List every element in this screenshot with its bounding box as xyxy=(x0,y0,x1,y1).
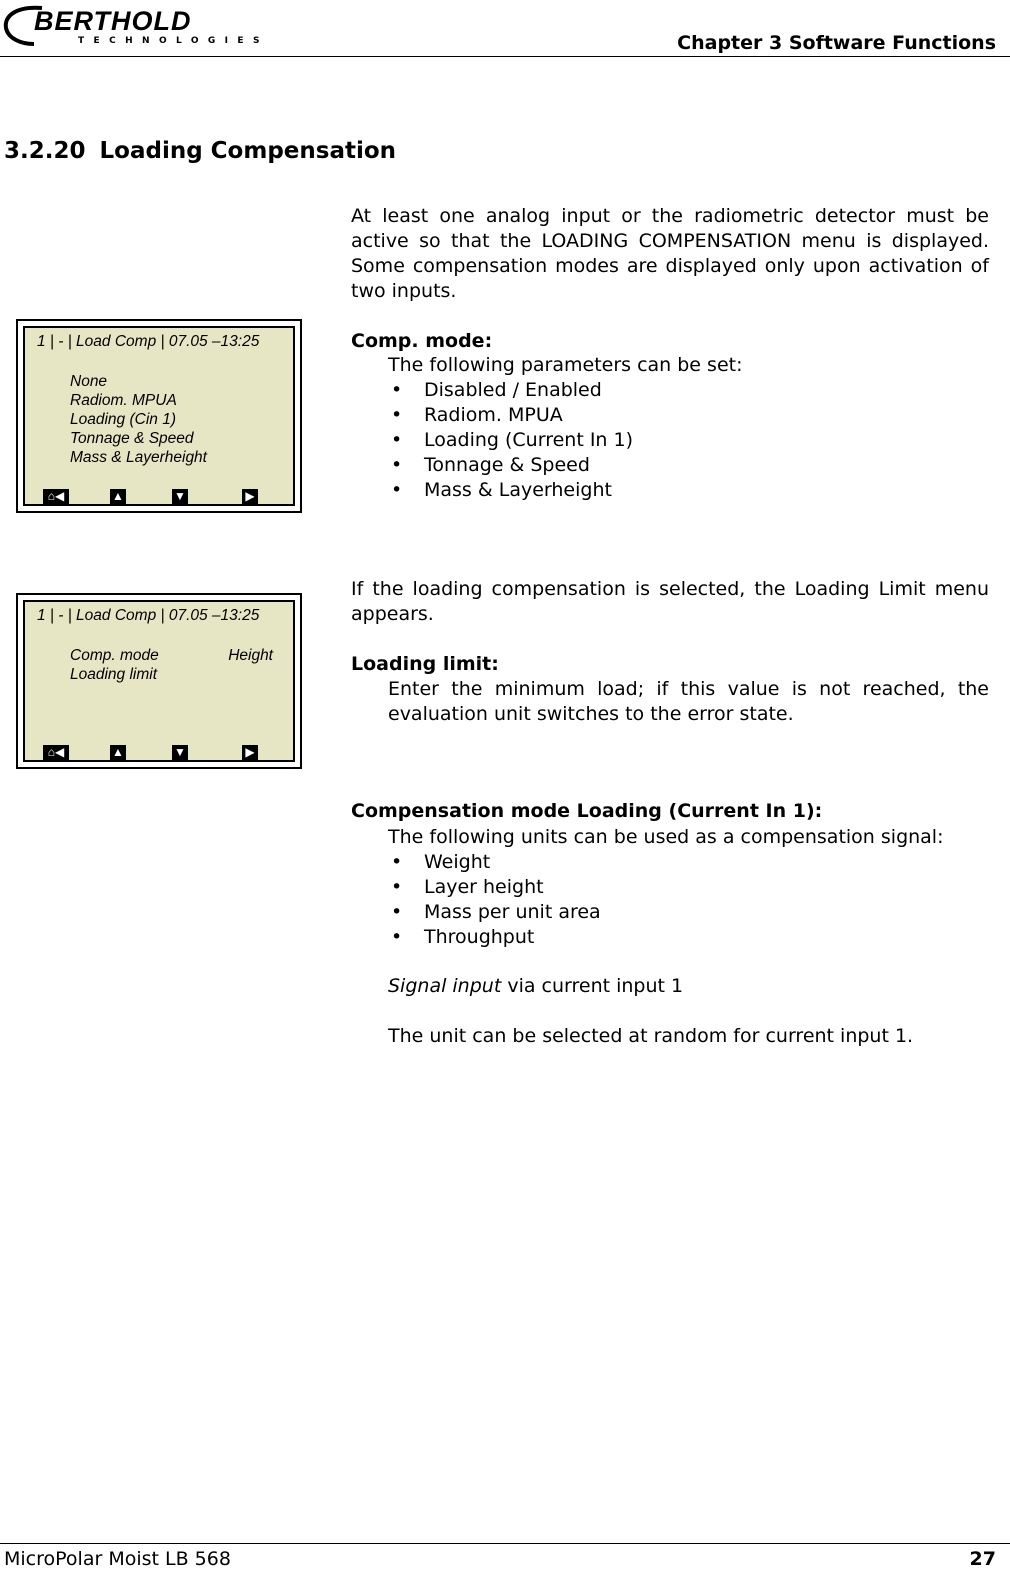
list-item: • Mass per unit area xyxy=(386,900,601,925)
list-item: • Weight xyxy=(386,850,601,875)
display-screen-comp-mode xyxy=(16,319,302,513)
arrow-right-key-icon[interactable]: ▶ xyxy=(242,489,258,504)
list-item: • Tonnage & Speed xyxy=(386,453,633,478)
comp-mode-list xyxy=(386,378,633,503)
home-back-key-icon[interactable]: ⌂◀ xyxy=(43,489,69,504)
display-option: Comp. mode xyxy=(70,647,159,664)
arrow-up-key-icon[interactable]: ▲ xyxy=(110,745,126,760)
comp-mode-heading: Comp. mode: xyxy=(351,330,493,352)
header-divider xyxy=(0,56,1010,57)
arrow-right-key-icon[interactable]: ▶ xyxy=(242,745,258,760)
signal-input-rest: via current input 1 xyxy=(501,975,684,997)
page-number: 27 xyxy=(969,1548,996,1570)
list-item: • Radiom. MPUA xyxy=(386,403,633,428)
section-heading xyxy=(4,136,396,166)
display-header: 1 | - | Load Comp | 07.05 –13:25 xyxy=(37,333,260,350)
intro-paragraph: At least one analog input or the radiometric detector must be active so that the LOADING COMPENSATION menu is displayed. Some compensation modes are displayed only upon activation of two inputs. xyxy=(351,205,989,302)
list-item: • Layer height xyxy=(386,875,601,900)
list-item: • Throughput xyxy=(386,925,601,950)
loading-limit-text: Enter the minimum load; if this value is not reached, the evaluation unit switches to the error state. xyxy=(388,678,989,725)
display-option: None xyxy=(70,373,108,390)
list-item: • Loading (Current In 1) xyxy=(386,428,633,453)
display-value: Height xyxy=(228,647,273,664)
arrow-up-key-icon[interactable]: ▲ xyxy=(110,489,126,504)
comp-mode-text: The following parameters can be set: xyxy=(388,354,743,376)
signal-input-line xyxy=(388,974,683,999)
loading-limit-heading: Loading limit: xyxy=(351,653,499,675)
display-header: 1 | - | Load Comp | 07.05 –13:25 xyxy=(37,607,260,624)
loading-intro-paragraph: If the loading compensation is selected, the Loading Limit menu appears. xyxy=(351,578,989,625)
arrow-down-key-icon[interactable]: ▼ xyxy=(172,745,188,760)
list-item: • Disabled / Enabled xyxy=(386,378,633,403)
display-option: Mass & Layerheight xyxy=(70,449,207,466)
display-screen-loading-limit xyxy=(16,593,302,769)
display-option: Loading (Cin 1) xyxy=(70,411,176,428)
display-option: Radiom. MPUA xyxy=(70,392,177,409)
arrow-down-key-icon[interactable]: ▼ xyxy=(172,489,188,504)
comp-loading-heading: Compensation mode Loading (Current In 1): xyxy=(351,800,823,822)
logo-wordmark: BERTHOLD xyxy=(34,6,192,36)
comp-loading-list xyxy=(386,850,601,950)
logo-subtitle: TECHNOLOGIES xyxy=(78,36,269,46)
comp-loading-text: The following units can be used as a compensation signal: xyxy=(388,826,944,848)
display-option: Tonnage & Speed xyxy=(70,430,194,447)
footer-product: MicroPolar Moist LB 568 xyxy=(4,1548,231,1570)
unit-note: The unit can be selected at random for current input 1. xyxy=(388,1025,914,1047)
section-title: Loading Compensation xyxy=(99,138,397,164)
chapter-title: Chapter 3 Software Functions xyxy=(677,32,996,54)
display-option: Loading limit xyxy=(70,666,158,683)
footer-divider xyxy=(0,1543,1010,1544)
signal-input-emphasis: Signal input xyxy=(388,975,502,997)
home-back-key-icon[interactable]: ⌂◀ xyxy=(43,745,69,760)
section-number: 3.2.20 xyxy=(4,138,86,164)
list-item: • Mass & Layerheight xyxy=(386,478,633,503)
